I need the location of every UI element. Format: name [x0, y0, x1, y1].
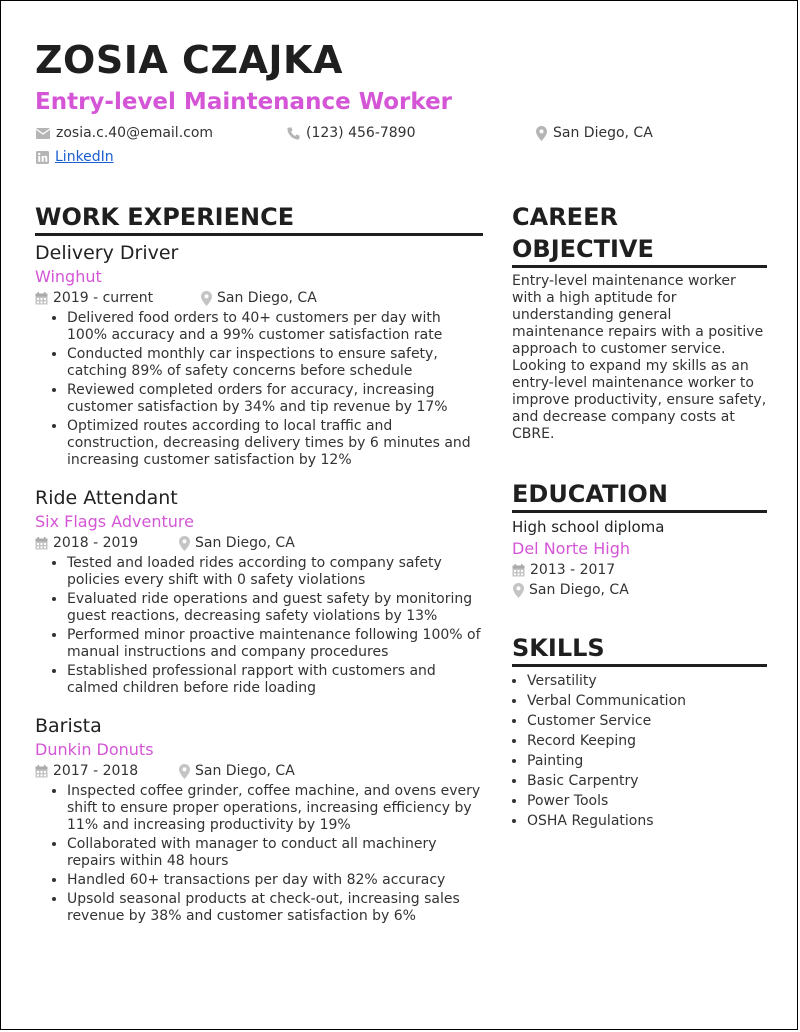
calendar-icon [35, 765, 48, 778]
skills-heading: SKILLS [512, 632, 767, 667]
education-heading: EDUCATION [512, 478, 767, 513]
job-entry-company: Dunkin Donuts [35, 740, 154, 759]
job-dates-text: 2019 - current [53, 290, 154, 306]
job-dates [35, 533, 179, 553]
skill-item: • Painting [527, 751, 767, 771]
skill-item: • Verbal Communication [527, 691, 767, 711]
job-bullet: • Upsold seasonal products at check-out, increasing sales revenue by 38% and customer satisfaction by 6% [67, 891, 483, 925]
job-bullets [35, 310, 483, 469]
job-dates [35, 288, 201, 308]
skill-item: • Customer Service [527, 711, 767, 731]
education-school: Del Norte High [512, 539, 631, 558]
calendar-icon [35, 537, 48, 550]
job-dates-text: 2018 - 2019 [53, 535, 139, 551]
job-entry-title: Delivery Driver [35, 242, 179, 264]
job-location [201, 288, 317, 308]
phone-icon [287, 127, 300, 140]
job-bullet: • Reviewed completed orders for accuracy, increasing customer satisfaction by 34% and tip revenue by 17% [67, 382, 483, 416]
linkedin-contact [36, 149, 114, 165]
job-bullet: • Inspected coffee grinder, coffee machine, and ovens every shift to ensure proper operations, increasing efficiency by 11% and increasing productivity by 19% [67, 783, 483, 834]
job-bullet: • Performed minor proactive maintenance following 100% of manual instructions and company procedures [67, 627, 483, 661]
skills-list [512, 671, 767, 831]
job-bullet: • Optimized routes according to local traffic and construction, decreasing delivery times by 6 minutes and increasing customer satisfaction by 12% [67, 418, 483, 469]
phone-contact [287, 125, 416, 141]
skill-item: • Basic Carpentry [527, 771, 767, 791]
job-bullet: • Collaborated with manager to conduct all machinery repairs within 48 hours [67, 836, 483, 870]
job-dates-text: 2017 - 2018 [53, 763, 139, 779]
job-location-text: San Diego, CA [195, 535, 295, 551]
job-title-headline: Entry-level Maintenance Worker [35, 89, 453, 115]
calendar-icon [35, 292, 48, 305]
job-bullet: • Delivered food orders to 40+ customers per day with 100% accuracy and a 99% customer satisfaction rate [67, 310, 483, 344]
job-bullets [35, 783, 483, 925]
map-pin-icon [201, 291, 212, 306]
email-text: zosia.c.40@email.com [56, 125, 214, 141]
email-contact [36, 125, 213, 141]
calendar-icon [512, 564, 525, 577]
career-objective-rule [512, 265, 767, 268]
candidate-name: ZOSIA CZAJKA [35, 38, 343, 82]
linkedin-link[interactable]: LinkedIn [55, 149, 114, 165]
right-column [512, 201, 767, 831]
job-entry-meta [35, 533, 483, 553]
career-objective-text: Entry-level maintenance worker with a high aptitude for understanding general maintenance repairs with a positive approach to customer service. Looking to expand my skills as an entry-level maintenance worker to improve productivity, ensure safety, and decrease company costs at CBRE. [512, 273, 767, 442]
location-text: San Diego, CA [553, 125, 653, 141]
education-degree: High school diploma [512, 518, 665, 536]
job-entry-company: Winghut [35, 267, 102, 286]
job-location-text: San Diego, CA [217, 290, 317, 306]
job-bullet: • Evaluated ride operations and guest safety by monitoring guest reactions, decreasing safety violations by 13% [67, 591, 483, 625]
job-entry-title: Barista [35, 715, 102, 737]
job-entry [35, 240, 483, 469]
job-entry-meta [35, 761, 483, 781]
education-dates [512, 560, 767, 580]
education-dates-item [512, 560, 615, 580]
map-pin-icon [513, 583, 524, 598]
job-bullets [35, 555, 483, 697]
job-entry [35, 713, 483, 925]
envelope-icon [36, 128, 50, 139]
education-location-item [512, 580, 629, 600]
location-contact [536, 125, 653, 141]
skill-item: • OSHA Regulations [527, 811, 767, 831]
job-dates [35, 761, 179, 781]
skill-item: • Power Tools [527, 791, 767, 811]
job-entry-company: Six Flags Adventure [35, 512, 194, 531]
education-location-text: San Diego, CA [529, 582, 629, 598]
job-entry-title: Ride Attendant [35, 487, 178, 509]
map-pin-icon [179, 536, 190, 551]
job-entry [35, 485, 483, 697]
left-column [35, 201, 483, 927]
job-bullet: • Tested and loaded rides according to company safety policies every shift with 0 safety violations [67, 555, 483, 589]
linkedin-icon [36, 151, 49, 164]
job-location-text: San Diego, CA [195, 763, 295, 779]
skill-item: • Versatility [527, 671, 767, 691]
job-location [179, 761, 295, 781]
career-objective-heading: CAREER OBJECTIVE [512, 203, 654, 263]
map-pin-icon [536, 126, 547, 141]
job-location [179, 533, 295, 553]
skill-item: • Record Keeping [527, 731, 767, 751]
education-location [512, 580, 767, 600]
work-experience-heading: WORK EXPERIENCE [35, 201, 483, 236]
education-dates-text: 2013 - 2017 [530, 562, 616, 578]
job-bullet: • Conducted monthly car inspections to ensure safety, catching 89% of safety concerns before schedule [67, 346, 483, 380]
job-entry-meta [35, 288, 483, 308]
job-bullet: • Established professional rapport with customers and calmed children before ride loading [67, 663, 483, 697]
phone-text: (123) 456-7890 [306, 125, 416, 141]
map-pin-icon [179, 764, 190, 779]
job-bullet: • Handled 60+ transactions per day with 82% accuracy [67, 872, 483, 889]
